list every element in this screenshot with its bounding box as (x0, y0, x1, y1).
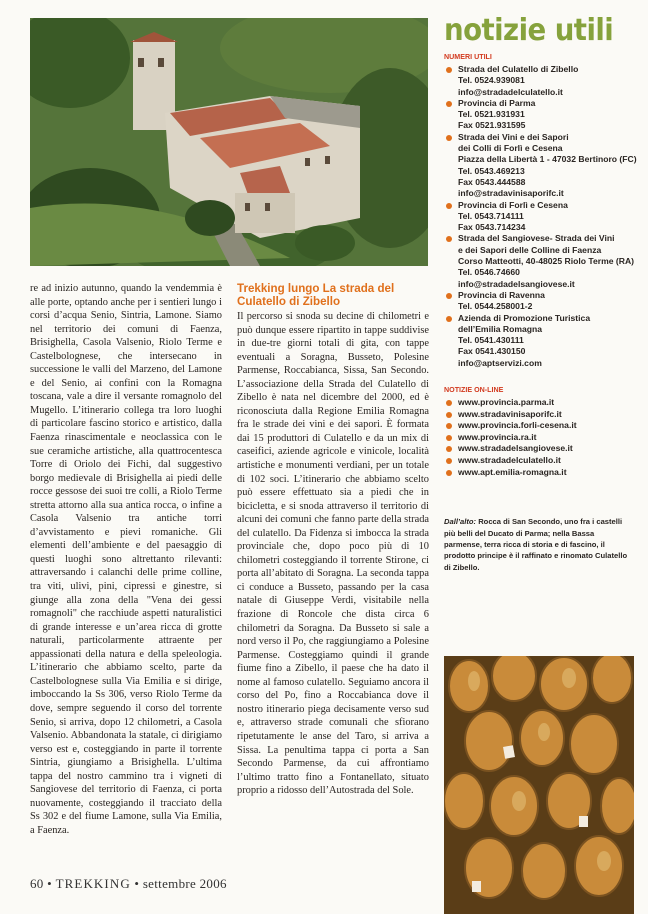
castle-photo (30, 18, 428, 266)
links-list (444, 397, 640, 478)
website-link[interactable] (444, 432, 640, 444)
bullet-icon (446, 470, 452, 476)
website-link-text[interactable]: www.provincia.ra.it (458, 431, 537, 442)
contact-line: Fax 0541.430150 (458, 346, 526, 357)
contact-entry (444, 200, 640, 234)
contact-line: Tel. 0543.469213 (458, 165, 525, 176)
contact-line: Corso Matteotti, 40-48025 Riolo Terme (RA) (458, 256, 635, 267)
bullet-icon (446, 236, 452, 242)
contact-line: Strada dei Vini e dei Sapori (458, 131, 569, 142)
footer-separator: • (47, 876, 53, 891)
contact-entry (444, 290, 640, 313)
website-link-text[interactable]: www.apt.emilia-romagna.it (458, 466, 567, 477)
contact-line: Tel. 0546.74660 (458, 267, 520, 278)
footer-separator: • (134, 876, 140, 891)
contact-entry (444, 313, 640, 369)
contact-line: Fax 0521.931595 (458, 120, 526, 131)
contact-line: Provincia di Forlì e Cesena (458, 199, 568, 210)
culatello-photo (444, 656, 634, 914)
bullet-icon (446, 446, 452, 452)
contact-line: Tel. 0544.258001-2 (458, 301, 533, 312)
caption-text: Rocca di San Secondo, uno fra i castelli più belli del Ducato di Parma; nella Bassa parmense, terra ricca di storia e di fascino, il prodotto principe è il raffinato e rinomato Culatello di Zibello. (444, 517, 628, 572)
bullet-icon (446, 293, 452, 299)
contact-line: dei Colli di Forlì e Cesena (458, 143, 563, 154)
bullet-icon (446, 412, 452, 418)
website-link-text[interactable]: www.stradavinisaporifc.it (458, 408, 562, 419)
bullet-icon (446, 458, 452, 464)
contact-line: info@stradadelsangiovese.it (458, 278, 575, 289)
contacts-list (444, 64, 640, 369)
contact-line: Azienda di Promozione Turistica (458, 312, 591, 323)
contact-line: Tel. 0521.931931 (458, 109, 525, 120)
article-column-1 (30, 282, 222, 837)
page-number: 60 (30, 876, 44, 891)
contact-line: Tel. 0541.430111 (458, 335, 524, 346)
contact-entry (444, 64, 640, 98)
website-link[interactable] (444, 397, 640, 409)
article-body-col2: Il percorso si snoda su decine di chilometri e può dunque essere ripartito in tappe suddivise in due-tre giorni totali di gita, con tappe eventuali a Soragna, Busseto, Polesine Parmense, Roccabianca, Sissa, San Secondo. L’associazione della Strada del Culatello di Zibello è nata nel dicembre del 2000, ed è riconosciuta dalla Regione Emilia Romagna fra le strade dei vini e dei sapori. È formata dai 15 produttori di Culatello e da un mix di caseifici, aziende agricole e vinicole, località artistiche e monumenti verdiani, per un totale di 102 soci. L’itinerario che abbiamo scelto può essere effettuato sia a piedi che in bicicletta, e si snoda attraverso il territorio di alcuni dei comuni che fanno parte della strada del culatello. Da Fidenza si imbocca la strada provinciale che, dopo poco più di 10 chilometri costeggiando il torrente Stirone, ci porta all’abitato di Soragna. La seconda tappa ci conduce a Busseto, passando per la casa natale di Giuseppe Verdi, visitabile nella frazione di Roncole che dista circa 6 chilometri da Soragna. Da Busseto si sale a nord verso il Po, che raggiungiamo a Polesine Parmense. Costeggiamo quindi il grande fiume fino a Zibello, il paese che ha dato il nome al famoso culatello. Seguiamo ancora il corso del Po, fino a Roccabianca dove il nostro itinerario piega decisamente verso sud e, attraverso strade comunali che sfiorano ripetutamente le anse del Taro, si arriva a Sissa. La penultima tappa ci porta a San Secondo Parmense, da cui affrontiamo l’ultimo tratto fino a Fontanellato, situato proprio a ridosso dell’Autostrada del Sole. (237, 311, 429, 797)
article-subheading: Trekking lungo La strada del Culatello di Zibello (237, 282, 395, 308)
contact-line: Fax 0543.444588 (458, 176, 526, 187)
bullet-icon (446, 423, 452, 429)
website-link-text[interactable]: www.provincia.parma.it (458, 397, 555, 408)
article-body-col1: re ad inizio autunno, quando la vendemmia è alle porte, optando anche per i sentieri lungo i corsi d’acqua Senio, Sintria, Lamone. Siamo nel territorio dei comuni di Faenza, Brisighella, Casola Valsenio, Riolo Terme e Castelbolognese, che intersecano in successione le valli del Marzeno, del Lamone e del Senio, ai confini con la Romagna toscana, vale a dire il versante romagnolo del Mugello. L’itinerario collega tra loro luoghi di particolare fascino storico e artistico, dalla Faenza rinascimentale e neoclassica con le sue ceramiche artistiche, alla quattrocentesca Torre di Oriolo dei Fichi, dal suggestivo borgo medievale di Brisighella ai piedi delle rocce gessose dei suoi tre colli, a Riolo Terme stretta attorno alla sua antica rocca, o infine a Casola Valsenio tra antiche torri d’avvistamento e pievi romaniche. Gli elementi dell’ambiente e del paesaggio di questi luoghi sono altrettanto rilevanti: attraversando i calanchi delle prime colline, tra viti, ulivi, pini, cipressi e ginestre, si giunge alla zona della "Vena dei gessi romagnoli" che racchiude aspetti naturalistici di grande interesse e un’area ricca di grotte naturali, particolarmente attraente per appassionati della natura e della speleologia. L’itinerario che abbiamo scelto, parte da Castelbolognese sulla Via Emilia e si dirige, imboccando la Ss 306, verso Riolo Terme da dove, sempre seguendo il corso del torrente Senio, si arriva, dopo 12 chilometri, a Casola Valsenio. Abbandonata la statale, ci dirigiamo verso est e, costeggiando in parte il torrente Sintria, giungiamo a Brisighella. L’ultima tappa del nostro cammino tra i vigneti di Sangiovese del territorio di Faenza, ci porta nuovamente, costeggiando il tracciato della Ss 302 e del fiume Lamone, sulla Via Emilia, a Faenza. (30, 283, 222, 836)
contact-line: info@aptservizi.com (458, 357, 542, 368)
website-link-text[interactable]: www.stradadelculatello.it (458, 454, 561, 465)
caption-lead: Dall’alto: (444, 517, 477, 527)
bullet-icon (446, 203, 452, 209)
contact-entry (444, 233, 640, 289)
website-link[interactable] (444, 409, 640, 421)
page-footer (30, 876, 227, 892)
website-link-text[interactable]: www.provincia.forli-cesena.it (458, 420, 577, 431)
issue-date: settembre 2006 (142, 876, 227, 891)
bullet-icon (446, 135, 452, 141)
contact-line: Provincia di Ravenna (458, 289, 545, 300)
contact-entry (444, 98, 640, 132)
bullet-icon (446, 435, 452, 441)
contact-entry (444, 132, 640, 200)
contact-line: Tel. 0524.939081 (458, 75, 525, 86)
bullet-icon (446, 101, 452, 107)
useful-info-sidebar (444, 14, 640, 573)
contact-line: Piazza della Libertà 1 - 47032 Bertinoro (FC) (458, 154, 637, 165)
website-link[interactable] (444, 443, 640, 455)
contact-line: info@stradavinisaporifc.it (458, 188, 564, 199)
article-column-2 (237, 282, 429, 798)
bullet-icon (446, 67, 452, 73)
website-link[interactable] (444, 420, 640, 432)
contact-line: Provincia di Parma (458, 97, 536, 108)
bullet-icon (446, 400, 452, 406)
website-link-text[interactable]: www.stradadelsangiovese.it (458, 443, 573, 454)
bullet-icon (446, 316, 452, 322)
sidebar-title: notizie utili (444, 13, 614, 48)
online-heading: NOTIZIE ON-LINE (444, 385, 504, 395)
numbers-heading: NUMERI UTILI (444, 52, 492, 61)
magazine-name: TREKKING (55, 876, 131, 891)
contact-line: Strada del Culatello di Zibello (458, 64, 579, 74)
contact-line: Fax 0543.714234 (458, 222, 526, 233)
photo-caption (444, 516, 632, 573)
contact-line: Strada del Sangiovese- Strada dei Vini (458, 233, 615, 244)
contact-line: dell’Emilia Romagna (458, 323, 543, 334)
contact-line: e dei Sapori delle Colline di Faenza (458, 244, 602, 255)
website-link[interactable] (444, 467, 640, 479)
website-link[interactable] (444, 455, 640, 467)
contact-line: info@stradadelculatello.it (458, 86, 563, 97)
contact-line: Tel. 0543.714111 (458, 210, 524, 221)
